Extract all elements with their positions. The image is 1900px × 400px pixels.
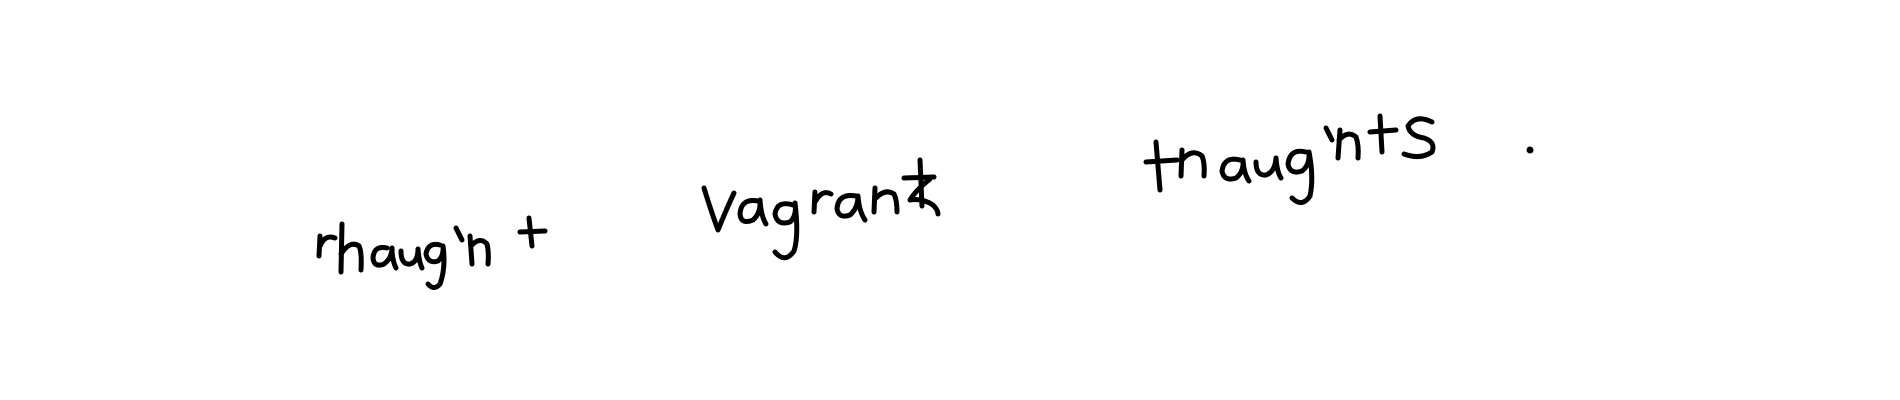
period-dot [1527, 147, 1534, 154]
handwritten-word-2 [704, 160, 938, 258]
handwritten-word-3 [1146, 116, 1534, 203]
handwritten-word-1 [319, 218, 545, 288]
